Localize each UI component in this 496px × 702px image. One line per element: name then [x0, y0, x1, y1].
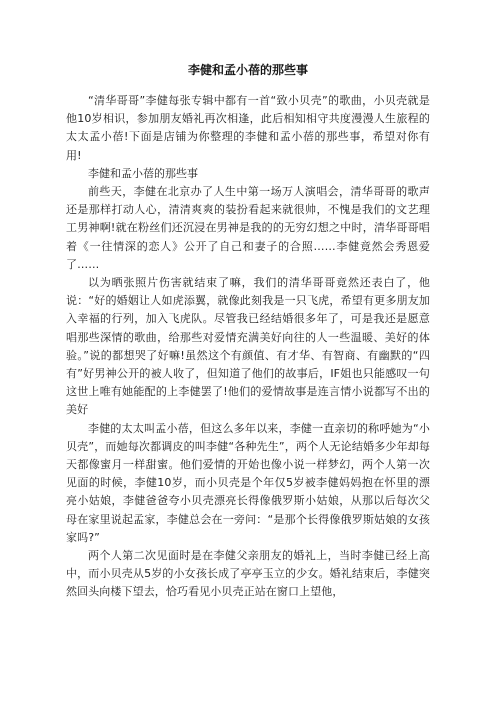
body-paragraph: 两个人第二次见面时是在李健父亲朋友的婚礼上，当时李健已经上高中，而小贝壳从5岁的小女孩长成了亭亭玉立的少女。婚礼结束后，李健突然回头向楼下望去，恰巧看见小贝壳正站在窗口上望他， — [66, 549, 430, 599]
body-paragraph: 前些天，李健在北京办了人生中第一场万人演唱会，清华哥哥的歌声还是那样打动人心，清清爽爽的装扮看起来就很帅，不愧是我们的文艺理工男神啊!就在粉丝们还沉浸在男神是我的的无穷幻想之中时，清华哥哥唱着《一往情深的恋人》公开了自己和妻子的合照……李健竟然会秀恩爱了…… — [66, 185, 430, 271]
intro-paragraph: “清华哥哥”李健每张专辑中都有一首“致小贝壳”的歌曲，小贝壳就是他10岁相识，参加朋友婚礼再次相逢，此后相知相守共度漫漫人生旅程的太太孟小蓓!下面是店铺为你整理的李健和孟小蓓的那些事，希望对你有用! — [66, 94, 430, 162]
body-paragraph: 以为晒张照片伤害就结束了嘛，我们的清华哥哥竟然还表白了，他说：“好的婚姻让人如虎添翼，就像此刻我是一只飞虎，希望有更多朋友加入幸福的行列，加入飞虎队。尽管我已经结婚很多年了，可是我还是愿意唱那些深情的歌曲，给那些对爱情充满美好向往的人一些温暖、美好的体验。”说的都想哭了好嘛!虽然这个有颜值、有才华、有智商、有幽默的“四有”好男神公开的被人收了，但知道了他们的故事后，IF姐也只能感叹一句这世上唯有她能配的上李健罢了!他们的爱情故事是连言情小说都写不出的美好 — [66, 276, 430, 417]
document-title: 李健和孟小蓓的那些事 — [187, 63, 308, 77]
body-paragraph: 李健的太太叫孟小蓓，但这么多年以来，李健一直亲切的称呼她为“小贝壳”，而她每次都调皮的叫李健“各种先生”，两个人无论结婚多少年却每天都像蜜月一样甜蜜。他们爱情的开始也像小说一样梦幻，两个人第一次见面的时候，李健10岁，而小贝壳是个年仅5岁被李健妈妈抱在怀里的漂亮小姑娘，李健爸爸夸小贝壳漂亮长得像俄罗斯小姑娘，从那以后每次父母在家里说起孟家，李健总会在一旁问：“是那个长得像俄罗斯姑娘的女孩家吗?” — [66, 421, 430, 544]
section-heading: 李健和孟小蓓的那些事 — [88, 166, 198, 180]
